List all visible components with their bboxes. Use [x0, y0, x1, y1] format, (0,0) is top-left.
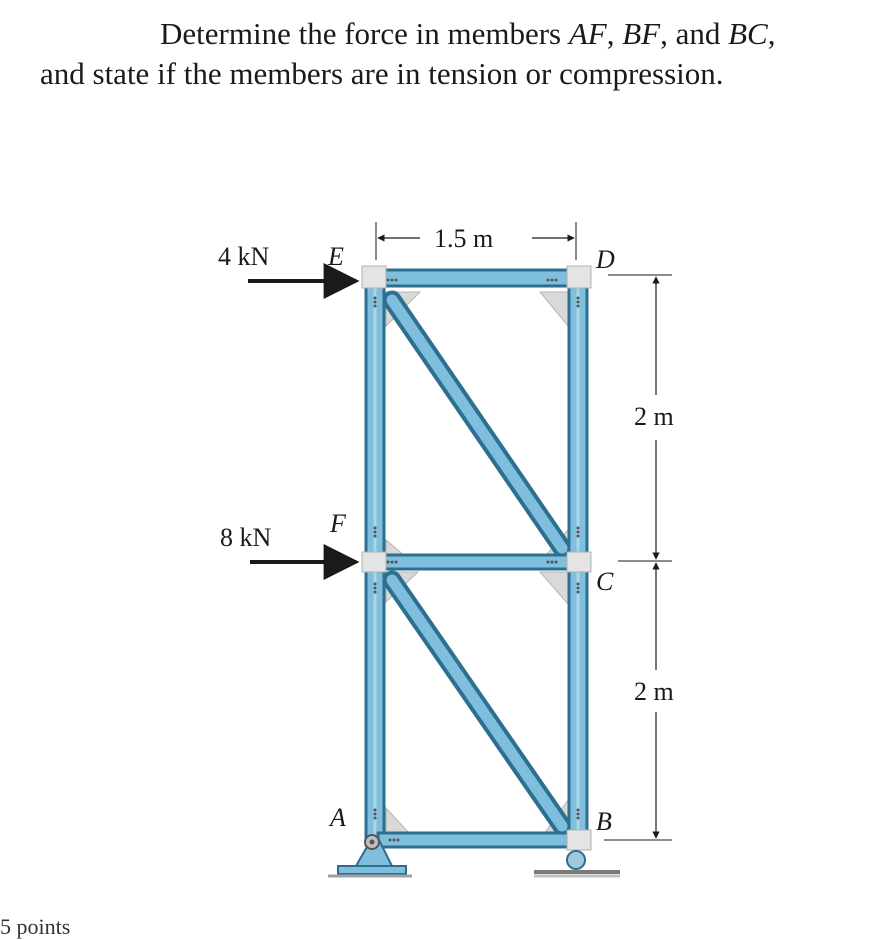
- dimension-label-width: 1.5 m: [434, 224, 494, 253]
- dimension-label-upper: 2 m: [634, 402, 674, 431]
- joint-label-f: F: [330, 509, 346, 538]
- joint-label-e: E: [328, 242, 344, 271]
- member-af: AF: [568, 16, 607, 51]
- problem-line-1: Determine the force in members AF, BF, and BC,: [160, 16, 776, 51]
- member-bf: BF: [622, 16, 661, 51]
- member-bc: BC: [728, 16, 768, 51]
- load-label-4kn: 4 kN: [218, 242, 270, 271]
- horizontal-members: [366, 270, 587, 847]
- dimension-label-lower: 2 m: [634, 677, 674, 706]
- dimension-heights: [604, 275, 672, 840]
- joint-label-a: A: [330, 803, 346, 832]
- joint-label-d: D: [596, 245, 615, 274]
- joint-label-c: C: [596, 567, 614, 596]
- footer-text: 5 points: [0, 914, 71, 939]
- problem-line-2: and state if the members are in tension or compression.: [40, 56, 724, 91]
- roller-support-b: [534, 851, 620, 876]
- load-label-8kn: 8 kN: [220, 523, 272, 552]
- joint-label-b: B: [596, 807, 612, 836]
